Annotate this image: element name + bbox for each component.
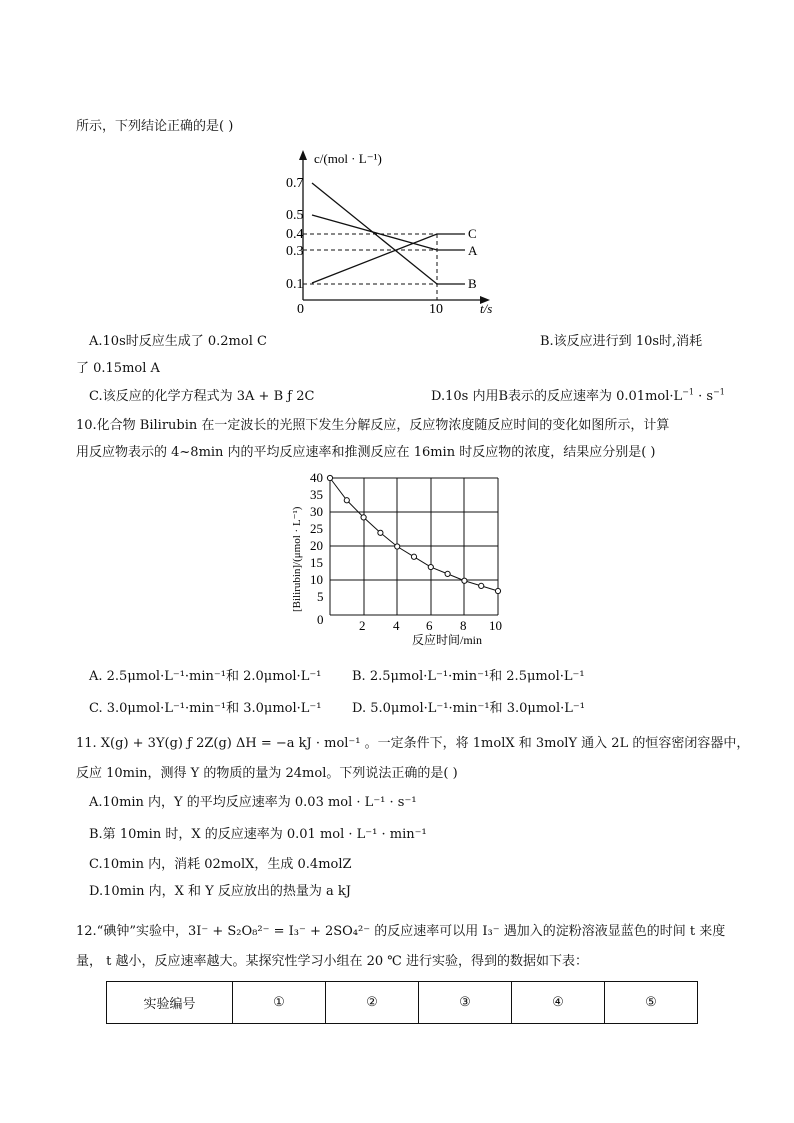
- data-point-6: [428, 564, 433, 569]
- q10-option-b: B. 2.5μmol·L⁻¹·min⁻¹和 2.5μmol·L⁻¹: [352, 669, 585, 684]
- data-point-8: [462, 578, 467, 583]
- ytick-5: 5: [317, 589, 324, 604]
- q11-option-d: D.10min 内，X 和 Y 反应放出的热量为 a kJ: [89, 884, 351, 899]
- experiment-table: [106, 981, 698, 1024]
- q9-option-d-text: D.10s 内用B表示的反应速率为 0.01mol·L: [431, 389, 683, 404]
- q9-option-a: A.10s时反应生成了 0.2mol C: [89, 334, 267, 349]
- y-axis-label: c/(mol · L⁻¹): [314, 151, 382, 166]
- q11-stem-line2: 反应 10min，测得 Y 的物质的量为 24mol。下列说法正确的是( ): [76, 766, 458, 781]
- table-header-cell: ②: [326, 982, 419, 1024]
- data-point-0: [327, 475, 332, 480]
- table-header-cell: ⑤: [605, 982, 698, 1024]
- ytick-25: 25: [310, 521, 323, 536]
- q12-stem-line2: 量， t 越小，反应速率越大。某探究性学习小组在 20 ℃ 进行实验，得到的数据如下表：: [76, 954, 588, 969]
- q10-option-a: A. 2.5μmol·L⁻¹·min⁻¹和 2.0μmol·L⁻¹: [89, 669, 322, 684]
- q9-option-d: D.10s 内用B表示的反应速率为 $0.01mol\cdot L^{-1} \cdot s^{-1}$: [431, 387, 725, 404]
- q9-option-b-continued: 了 0.15mol A: [76, 361, 160, 376]
- ytick-0-7: 0.7: [286, 176, 304, 191]
- ytick-35: 35: [310, 487, 323, 502]
- ytick-0: 0: [317, 612, 324, 627]
- ytick-0-1: 0.1: [286, 277, 304, 292]
- data-point-9: [479, 583, 484, 588]
- chart-bilirubin: [282, 468, 522, 648]
- q12-stem-line1: 12.“碘钟”实验中，3I⁻ + S₂O₈²⁻ = I₃⁻ + 2SO₄²⁻ 的反应速率可以用 I₃⁻ 遇加入的淀粉溶液显蓝色的时间 t 来度: [76, 924, 726, 939]
- xtick-8: 8: [460, 618, 467, 633]
- table-header-cell: 实验编号: [107, 982, 233, 1024]
- table-header-cell: ④: [512, 982, 605, 1024]
- chart-concentration-time: [280, 145, 520, 325]
- label-A: A: [468, 243, 478, 258]
- q11-stem-line1: 11. X(g) + 3Y(g) ƒ 2Z(g) ΔH = −a kJ · mol⁻¹ 。一定条件下，将 1molX 和 3molY 通入 2L 的恒容密闭容器中，: [76, 736, 750, 751]
- ytick-20: 20: [310, 538, 323, 553]
- bilirubin-curve: [330, 478, 498, 591]
- q9-option-b: B.该反应进行到 10s时,消耗: [540, 334, 703, 349]
- data-point-1: [344, 498, 349, 503]
- y-axis-arrow: [299, 150, 307, 160]
- ytick-40: 40: [310, 470, 323, 485]
- xtick-4: 4: [393, 618, 400, 633]
- q11-option-c: C.10min 内，消耗 02molX，生成 0.4molZ: [89, 857, 352, 872]
- table-header-cell: ③: [419, 982, 512, 1024]
- data-point-2: [361, 515, 366, 520]
- q10-stem-line2: 用反应物表示的 4~8min 内的平均反应速率和推测反应在 16min 时反应物的浓度，结果应分别是( ): [76, 445, 656, 460]
- ytick-0-3: 0.3: [286, 244, 304, 259]
- data-point-10: [495, 588, 500, 593]
- q11-option-a: A.10min 内，Y 的平均反应速率为 0.03 mol · L⁻¹ · s⁻¹: [89, 795, 417, 810]
- x-axis-label: t/s: [480, 301, 493, 316]
- data-point-4: [395, 544, 400, 549]
- series-C-line: [312, 234, 465, 283]
- table-row: [107, 982, 698, 1024]
- data-point-7: [445, 571, 450, 576]
- data-point-5: [411, 554, 416, 559]
- q10-option-d: D. 5.0μmol·L⁻¹·min⁻¹和 3.0μmol·L⁻¹: [352, 701, 585, 716]
- grid: [330, 478, 498, 615]
- data-point-3: [378, 530, 383, 535]
- xtick-10: 10: [489, 618, 502, 633]
- label-B: B: [468, 276, 477, 291]
- y-axis-label: [Bilirubin]/(μmol · L⁻¹): [291, 506, 303, 612]
- ytick-10: 10: [310, 572, 323, 587]
- xtick-0: 0: [297, 302, 304, 317]
- q9-option-c: C.该反应的化学方程式为 3A + B ƒ 2C: [89, 389, 315, 404]
- q11-option-b: B.第 10min 时，X 的反应速率为 0.01 mol · L⁻¹ · min⁻¹: [89, 827, 427, 842]
- x-axis-label: 反应时间/min: [412, 633, 483, 647]
- xtick-2: 2: [359, 618, 366, 633]
- xtick-6: 6: [426, 618, 433, 633]
- label-C: C: [468, 226, 477, 241]
- ytick-30: 30: [310, 504, 323, 519]
- ytick-0-5: 0.5: [286, 208, 304, 223]
- table-header-cell: ①: [233, 982, 326, 1024]
- intro-text: 所示，下列结论正确的是( ): [76, 119, 234, 134]
- ytick-15: 15: [310, 555, 323, 570]
- q10-option-c: C. 3.0μmol·L⁻¹·min⁻¹和 3.0μmol·L⁻¹: [89, 701, 322, 716]
- xtick-10: 10: [429, 302, 443, 317]
- ytick-0-4: 0.4: [286, 227, 304, 242]
- q10-stem-line1: 10.化合物 Bilirubin 在一定波长的光照下发生分解反应，反应物浓度随反应时间的变化如图所示，计算: [76, 418, 670, 433]
- q9-option-d-unit: · s: [693, 389, 714, 404]
